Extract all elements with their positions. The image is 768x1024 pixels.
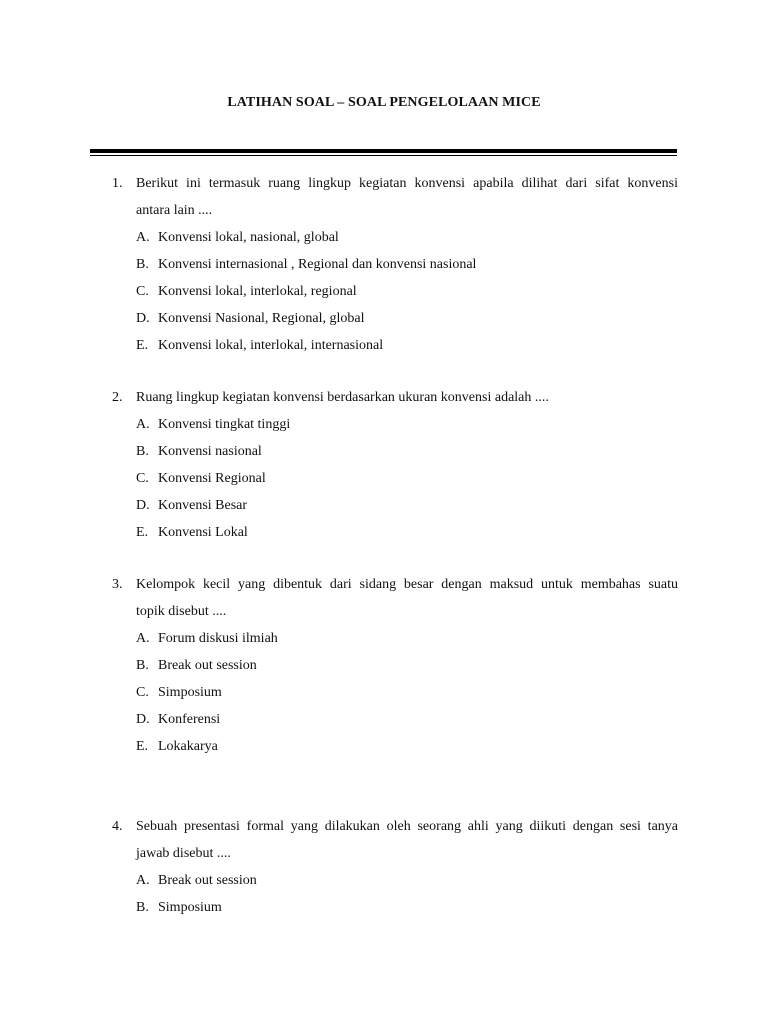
option-letter: B. xyxy=(136,658,149,673)
question-text: Berikut ini termasuk ruang lingkup kegiatan konvensi apabila dilihat dari sifat konvensi xyxy=(136,176,678,191)
option-d xyxy=(112,305,678,332)
option-letter: C. xyxy=(136,471,149,486)
option-letter: B. xyxy=(136,257,149,272)
divider-thick-line xyxy=(90,149,677,153)
question-text: jawab disebut .... xyxy=(136,846,231,861)
option-letter: C. xyxy=(136,685,149,700)
option-d xyxy=(112,706,678,733)
question-number: 2. xyxy=(112,390,123,405)
question-4 xyxy=(112,813,678,921)
option-text: Konvensi lokal, interlokal, regional xyxy=(158,284,357,299)
question-line xyxy=(112,170,678,197)
option-e xyxy=(112,519,678,546)
option-letter: D. xyxy=(136,712,150,727)
divider-thin-line xyxy=(90,155,677,156)
option-a xyxy=(112,411,678,438)
page-title: LATIHAN SOAL – SOAL PENGELOLAAN MICE xyxy=(227,95,541,110)
option-b xyxy=(112,894,678,921)
option-text: Konvensi Besar xyxy=(158,498,248,513)
option-text: Konvensi lokal, interlokal, internasional xyxy=(158,338,384,353)
option-a xyxy=(112,224,678,251)
option-text: Konvensi lokal, nasional, global xyxy=(158,230,339,245)
option-a xyxy=(112,625,678,652)
option-letter: A. xyxy=(136,631,150,646)
option-letter: C. xyxy=(136,284,149,299)
question-number: 4. xyxy=(112,819,123,834)
option-b xyxy=(112,251,678,278)
question-text: Sebuah presentasi formal yang dilakukan oleh seorang ahli yang diikuti dengan sesi tanya xyxy=(136,819,678,834)
question-line xyxy=(112,384,678,411)
question-line xyxy=(112,598,678,625)
option-text: Konvensi internasional , Regional dan konvensi nasional xyxy=(158,257,477,272)
question-text: Ruang lingkup kegiatan konvensi berdasarkan ukuran konvensi adalah .... xyxy=(136,390,549,405)
question-2 xyxy=(112,384,678,546)
option-text: Simposium xyxy=(158,685,222,700)
option-a xyxy=(112,867,678,894)
option-c xyxy=(112,278,678,305)
question-line xyxy=(112,571,678,598)
option-b xyxy=(112,438,678,465)
option-letter: D. xyxy=(136,498,150,513)
option-text: Lokakarya xyxy=(158,739,218,754)
question-number: 1. xyxy=(112,176,123,191)
option-letter: A. xyxy=(136,873,150,888)
option-letter: E. xyxy=(136,739,149,754)
option-e xyxy=(112,332,678,359)
option-text: Konvensi Lokal xyxy=(158,525,248,540)
question-line xyxy=(112,813,678,840)
option-text: Konvensi tingkat tinggi xyxy=(158,417,291,432)
option-letter: E. xyxy=(136,338,149,353)
option-text: Break out session xyxy=(158,658,257,673)
question-line xyxy=(112,197,678,224)
option-letter: A. xyxy=(136,417,150,432)
question-1 xyxy=(112,170,678,359)
option-d xyxy=(112,492,678,519)
option-text: Konvensi nasional xyxy=(158,444,262,459)
title-divider xyxy=(90,149,677,156)
question-3 xyxy=(112,571,678,760)
question-text: antara lain .... xyxy=(136,203,213,218)
question-text: topik disebut .... xyxy=(136,604,227,619)
option-letter: A. xyxy=(136,230,150,245)
question-text: Kelompok kecil yang dibentuk dari sidang besar dengan maksud untuk membahas suatu xyxy=(136,577,678,592)
option-letter: B. xyxy=(136,900,149,915)
option-e xyxy=(112,733,678,760)
question-line xyxy=(112,840,678,867)
option-letter: E. xyxy=(136,525,149,540)
question-number: 3. xyxy=(112,577,123,592)
option-text: Forum diskusi ilmiah xyxy=(158,631,278,646)
option-letter: D. xyxy=(136,311,150,326)
option-text: Konvensi Nasional, Regional, global xyxy=(158,311,365,326)
option-text: Simposium xyxy=(158,900,222,915)
option-text: Break out session xyxy=(158,873,257,888)
option-text: Konvensi Regional xyxy=(158,471,266,486)
option-text: Konferensi xyxy=(158,712,221,727)
option-b xyxy=(112,652,678,679)
option-c xyxy=(112,465,678,492)
option-letter: B. xyxy=(136,444,149,459)
option-c xyxy=(112,679,678,706)
